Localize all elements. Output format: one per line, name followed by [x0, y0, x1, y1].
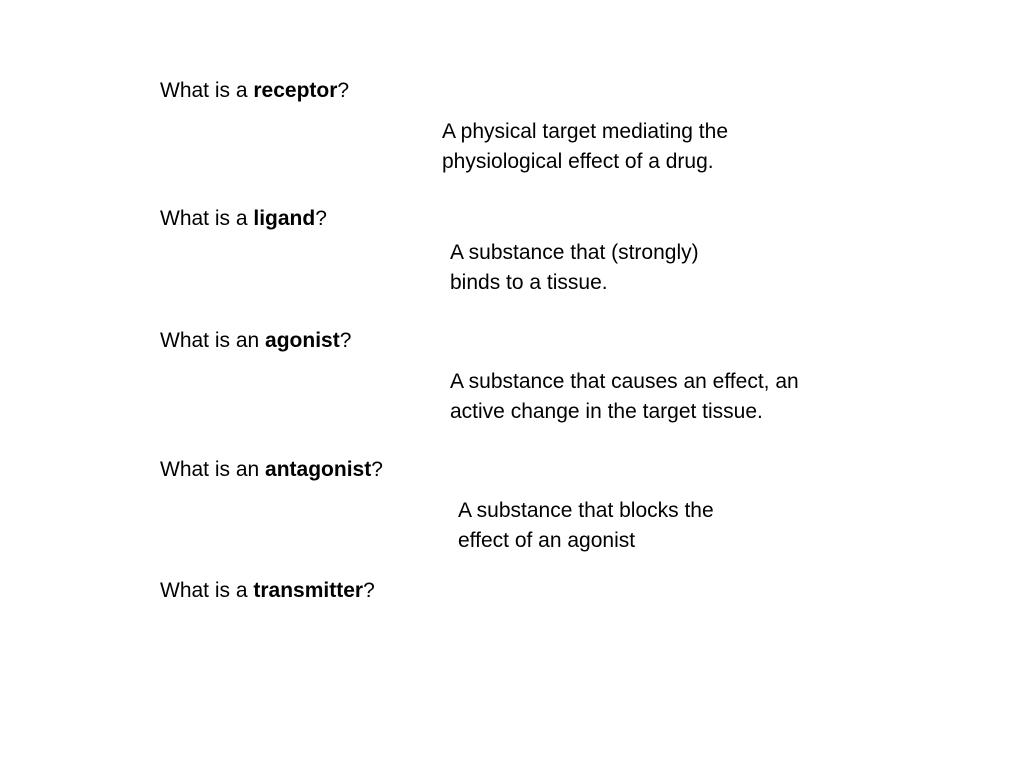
question-prefix: What is a	[160, 579, 254, 602]
answer-line: active change in the target tissue.	[450, 400, 763, 423]
question-receptor	[160, 78, 349, 104]
question-antagonist	[160, 457, 383, 483]
answer-antagonist	[458, 496, 714, 556]
answer-line: A substance that (strongly)	[450, 241, 699, 264]
answer-line: A substance that causes an effect, an	[450, 370, 799, 393]
question-agonist	[160, 328, 351, 354]
question-term: receptor	[253, 79, 338, 102]
question-suffix: ?	[315, 207, 327, 230]
question-prefix: What is a	[160, 79, 254, 102]
answer-line: binds to a tissue.	[450, 271, 608, 294]
question-suffix: ?	[337, 79, 350, 102]
answer-agonist	[450, 367, 799, 427]
answer-line: physiological effect of a drug.	[442, 150, 714, 173]
answer-ligand	[450, 238, 699, 298]
question-term: agonist	[265, 329, 340, 352]
question-suffix: ?	[339, 329, 352, 352]
answer-line: A substance that blocks the	[458, 499, 714, 522]
answer-line: A physical target mediating the	[442, 120, 729, 143]
question-suffix: ?	[363, 579, 375, 602]
question-ligand	[160, 206, 327, 232]
question-prefix: What is an	[160, 329, 266, 352]
answer-receptor	[442, 117, 728, 177]
question-transmitter	[160, 578, 375, 604]
question-term: transmitter	[253, 579, 364, 602]
question-suffix: ?	[371, 458, 383, 481]
answer-line: effect of an agonist	[458, 529, 636, 552]
question-prefix: What is an	[160, 458, 266, 481]
question-term: antagonist	[265, 458, 372, 481]
question-prefix: What is a	[160, 207, 254, 230]
question-term: ligand	[253, 207, 316, 230]
